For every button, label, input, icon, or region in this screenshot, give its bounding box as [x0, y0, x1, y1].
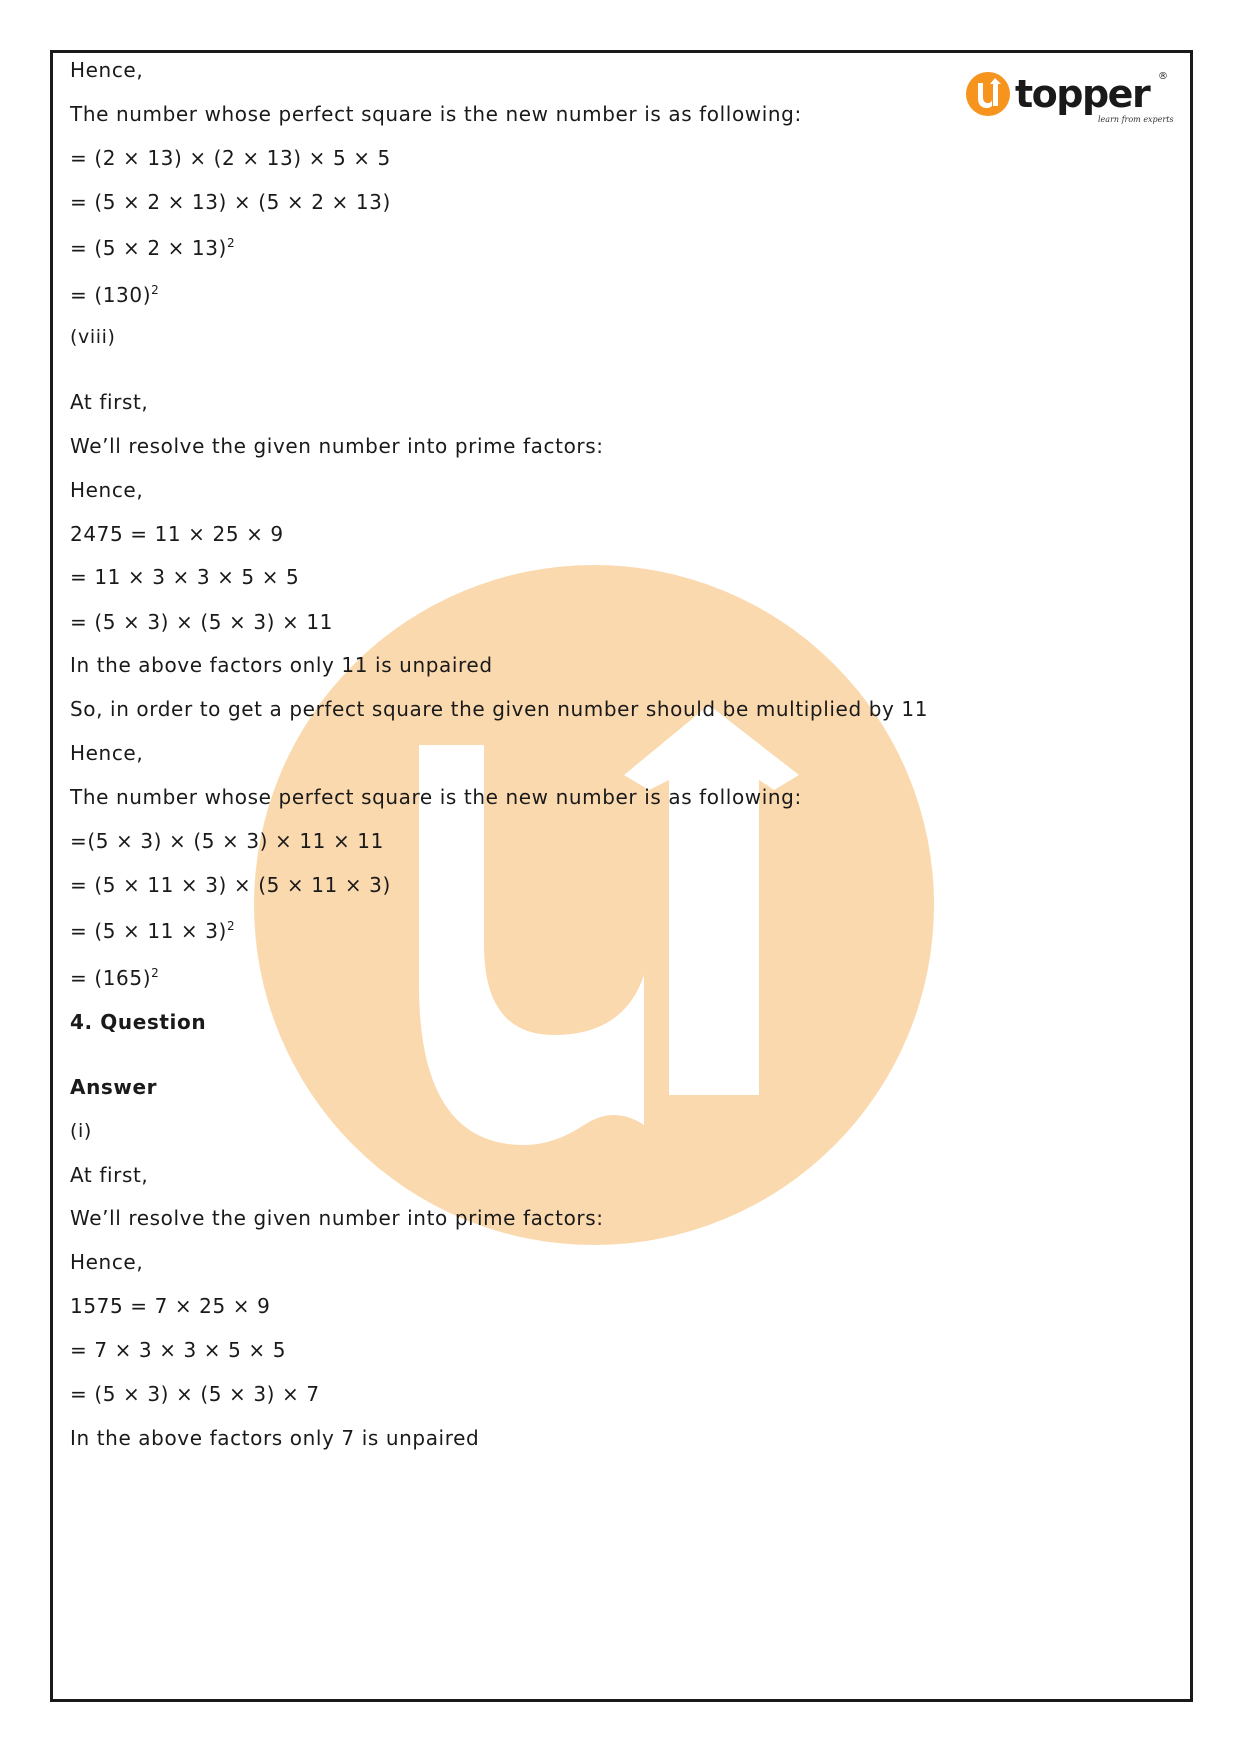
text-line: At first,: [70, 390, 149, 414]
text-line: We’ll resolve the given number into prime factors:: [70, 1206, 604, 1230]
text-line: Hence,: [70, 478, 144, 502]
math-line: = 11 × 3 × 3 × 5 × 5: [70, 565, 300, 589]
math-line: = (5 × 3) × (5 × 3) × 7: [70, 1382, 320, 1406]
math-line: = $(5 \times 2 \times 13)^2$: [70, 236, 236, 260]
registered-mark: ®: [1158, 71, 1168, 82]
logo-tagline: learn from experts: [1098, 115, 1174, 124]
math-line: =(5 × 3) × (5 × 3) × 11 × 11: [70, 829, 384, 853]
math-line: = (5 × 2 × 13) × (5 × 2 × 13): [70, 190, 391, 214]
math-line: = $(165)^2$: [70, 966, 160, 990]
math-line: 1575 = 7 × 25 × 9: [70, 1294, 271, 1318]
logo-wordmark: topper: [1015, 72, 1150, 116]
math-line: = (5 × 3) × (5 × 3) × 11: [70, 610, 333, 634]
text-line: We’ll resolve the given number into prime factors:: [70, 434, 604, 458]
text-line: At first,: [70, 1163, 149, 1187]
math-line: = (2 × 13) × (2 × 13) × 5 × 5: [70, 146, 391, 170]
text-line: Hence,: [70, 1250, 144, 1274]
part-label: (i): [70, 1120, 92, 1142]
math-line: = (5 × 11 × 3) × (5 × 11 × 3): [70, 873, 391, 897]
part-label: (viii): [70, 326, 116, 348]
text-line: Hence,: [70, 58, 144, 82]
text-line: The number whose perfect square is the new number is as following:: [70, 102, 802, 126]
utopper-logo: [965, 66, 1174, 130]
text-line: So, in order to get a perfect square the given number should be multiplied by 11: [70, 697, 929, 721]
text-line: The number whose perfect square is the new number is as following:: [70, 785, 802, 809]
math-line: = $(130)^2$: [70, 283, 160, 307]
math-line: = 7 × 3 × 3 × 5 × 5: [70, 1338, 287, 1362]
answer-heading: Answer: [70, 1075, 158, 1099]
math-line: 2475 = 11 × 25 × 9: [70, 522, 284, 546]
text-line: Hence,: [70, 741, 144, 765]
question-heading: 4. Question: [70, 1010, 207, 1034]
text-line: In the above factors only 11 is unpaired: [70, 653, 493, 677]
logo-circle: [966, 72, 1010, 116]
text-line: In the above factors only 7 is unpaired: [70, 1426, 480, 1450]
math-line: = $(5 \times 11 \times 3)^2$: [70, 919, 236, 943]
